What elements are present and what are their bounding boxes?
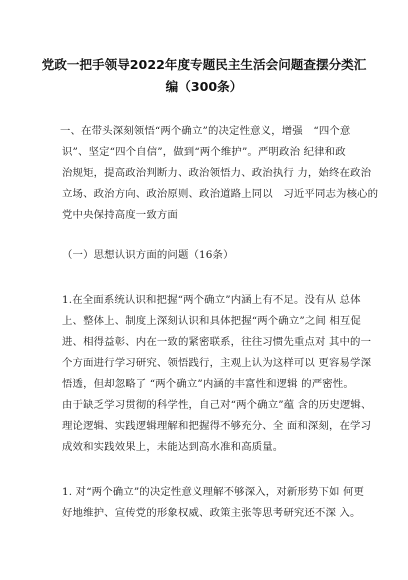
- item1-line-2: 上、整体上、制度上深刻认识和具体把握“两个确立”之间 相互促: [62, 315, 361, 327]
- item1-line-6: 由于缺乏学习贯彻的科学性，自己对“两个确立”蕴 含的历史逻辑、: [62, 399, 372, 411]
- item2-line-1: 1. 对“两个确立”的决定性意义理解不够深入，对新形势下如 何更: [62, 486, 365, 498]
- item1-line-4: 个方面进行学习研究、领悟践行，主观上认为这样可以 更容易学深: [62, 357, 372, 369]
- document-title-line-2: 编（300条）: [165, 79, 243, 94]
- item1-line-8: 成效和实践效果上，未能达到高水准和高质量。: [62, 441, 284, 453]
- item2-line-2: 好地维护、宣传党的形象权威、政策主张等思考研究还不深 入。: [62, 507, 361, 519]
- item1-line-1: 1.在全面系统认识和把握“两个确立”内涵上有不足。没有从 总体: [62, 294, 361, 306]
- item1-line-3: 进、相得益彰、内在一致的紧密联系，往往习惯先重点对 其中的一: [62, 336, 372, 348]
- section1-line-5: 党中央保持高度一致方面: [62, 209, 178, 221]
- section1-line-4: 立场、政治方向、政治原则、政治道路上同以 习近平同志为核心的: [62, 188, 379, 200]
- section1-line-2: 识”、坚定“四个自信”，做到“两个维护”。严明政治 纪律和政: [62, 146, 346, 158]
- document-title-line-1: 党政一把手领导2022年度专题民主生活会问题查摆分类汇: [41, 57, 367, 72]
- section1-line-3: 治规矩，提高政治判断力、政治领悟力、政治执行 力，始终在政治: [62, 167, 372, 179]
- subsection-heading: （一）思想认识方面的问题（16条）: [62, 249, 234, 261]
- item1-line-5: 悟透，但却忽略了 “两个确立”内涵的丰富性和逻辑 的严密性。: [62, 378, 354, 390]
- item1-line-7: 理论逻辑、实践逻辑理解和把握得不够充分、全 面和深刻，在学习: [62, 420, 372, 432]
- section1-line-1: 一、在带头深刻领悟“两个确立”的决定性意义，增强 “四个意: [60, 125, 351, 137]
